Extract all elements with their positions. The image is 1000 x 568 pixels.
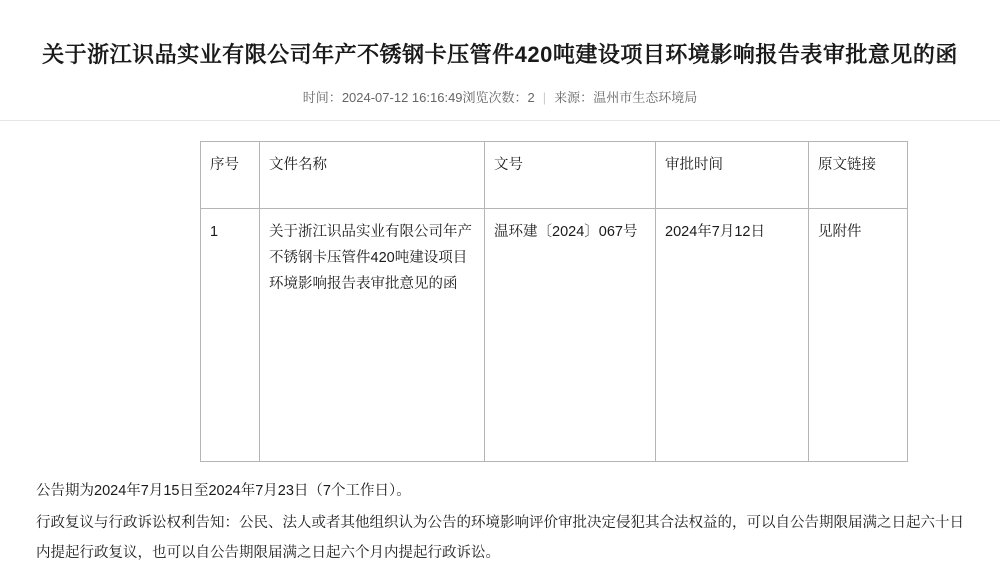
column-header-index: 序号: [201, 142, 260, 209]
legal-rights-text: 行政复议与行政诉讼权利告知：公民、法人或者其他组织认为公告的环境影响评价审批决定侵犯其合法权益的，可以自公告期限届满之日起六十日内提起行政复议，也可以自公告期限届满之日起六个月内提起行政诉讼。: [36, 515, 964, 562]
notice-period-text: 公告期为2024年7月15日至2024年7月23日（7个工作日）。: [36, 483, 411, 500]
attachment-table-wrapper: [200, 141, 876, 462]
source-value: 温州市生态环境局: [593, 90, 698, 106]
views-label: 浏览次数：: [462, 90, 528, 106]
views-value: 2: [527, 90, 535, 106]
attachment-table: [200, 141, 908, 462]
column-header-docnumber: 文号: [485, 142, 656, 209]
cell-original-link[interactable]: 见附件: [809, 209, 908, 462]
notice-text-block: [36, 476, 966, 568]
document-page: [0, 15, 1000, 562]
header-divider: [0, 120, 1000, 121]
source-label: 来源：: [554, 90, 594, 106]
column-header-filename: 文件名称: [260, 142, 485, 209]
cell-approval-time: 2024年7月12日: [656, 209, 809, 462]
column-header-original-link: 原文链接: [809, 142, 908, 209]
table-header-row: [201, 142, 908, 209]
table-row: [201, 209, 908, 462]
cell-filename: 关于浙江识品实业有限公司年产不锈钢卡压管件420吨建设项目环境影响报告表审批意见的函: [260, 209, 485, 462]
publish-time-label: 时间：: [302, 90, 342, 106]
cell-docnumber: 温环建〔2024〕067号: [485, 209, 656, 462]
column-header-approval-time: 审批时间: [656, 142, 809, 209]
meta-divider: |: [542, 90, 547, 106]
cell-index: 1: [201, 209, 260, 462]
document-meta: [0, 87, 1000, 106]
publish-time-value: 2024-07-12 16:16:49: [341, 90, 463, 106]
page-title: 关于浙江识品实业有限公司年产不锈钢卡压管件420吨建设项目环境影响报告表审批意见的函: [42, 41, 958, 67]
